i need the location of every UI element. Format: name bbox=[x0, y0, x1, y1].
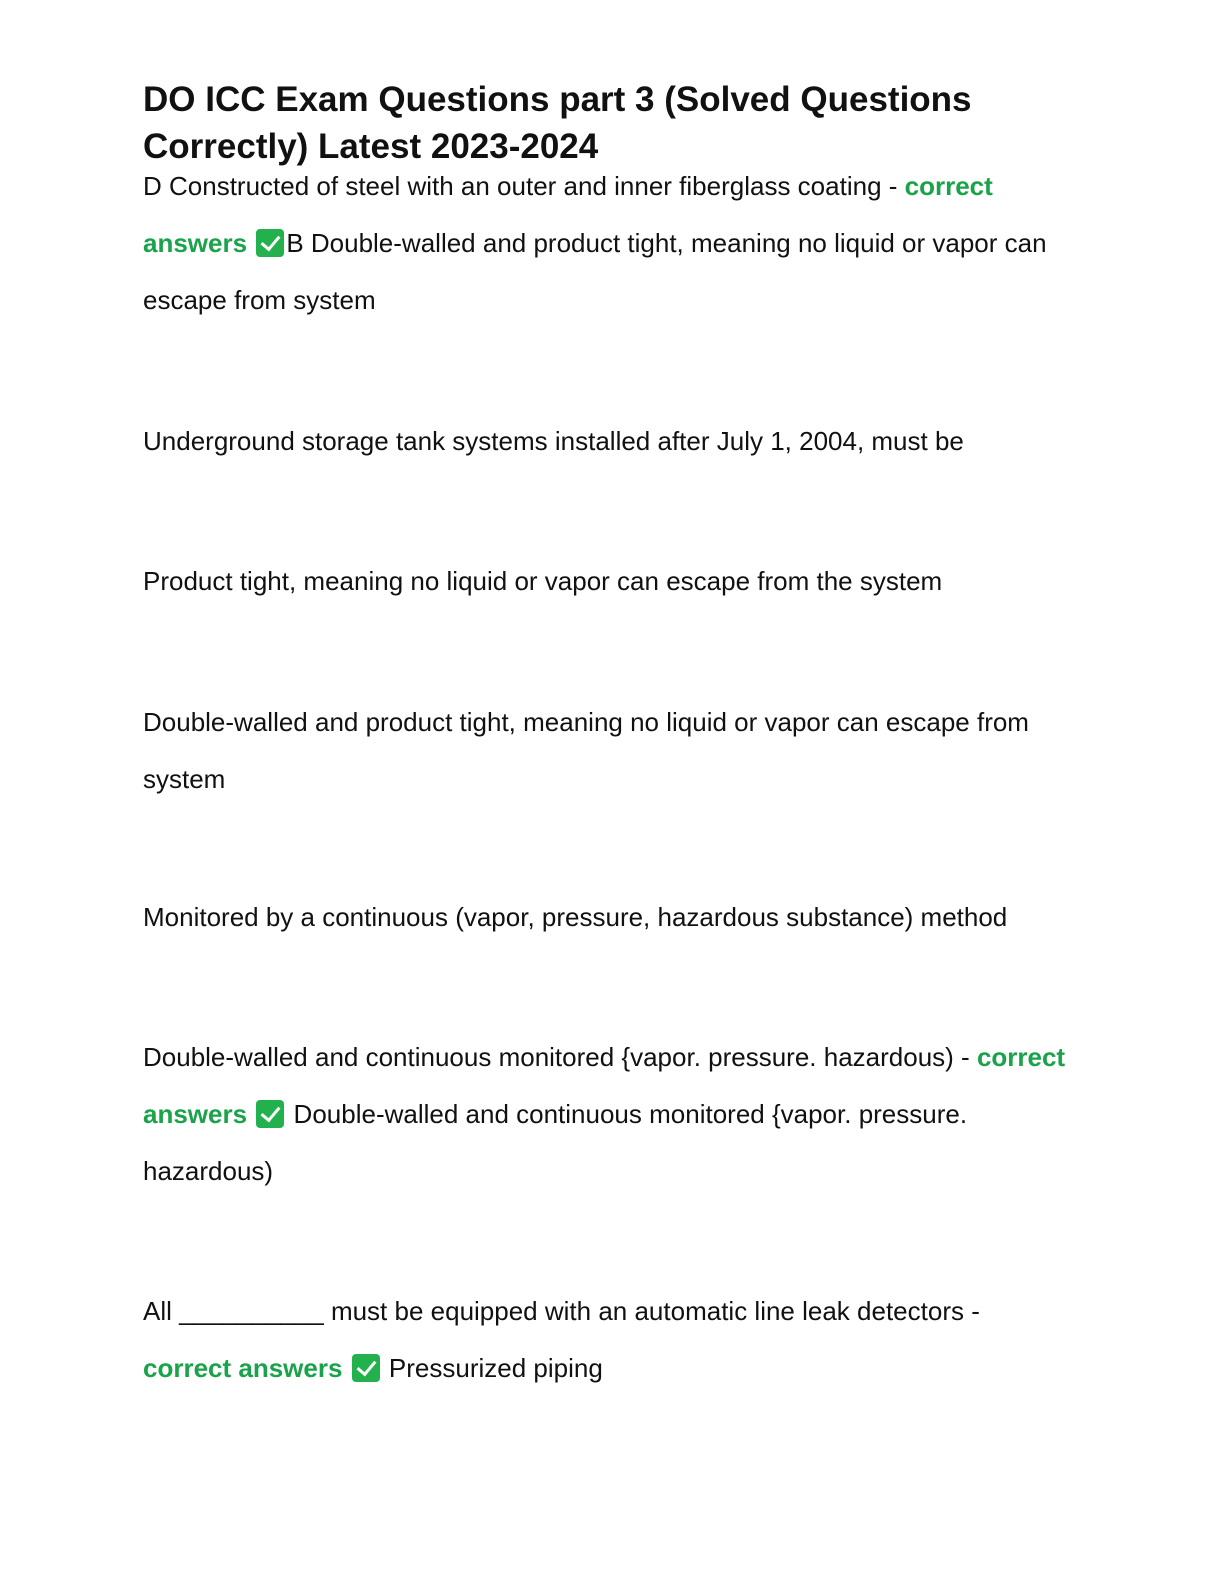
answer-text: Double-walled and continuous monitored {vapor. pressure. hazardous) bbox=[143, 1099, 968, 1186]
text-block-3: Product tight, meaning no liquid or vapor can escape from the system bbox=[143, 566, 943, 596]
correct-answers-label: correct answers bbox=[143, 1042, 1066, 1129]
answer-text: Pressurized piping bbox=[388, 1353, 603, 1383]
qa-block-6 bbox=[143, 1029, 1073, 1200]
question-text: All __________ must be equipped with an automatic line leak detectors - bbox=[143, 1296, 980, 1326]
text-block-4: Double-walled and product tight, meaning no liquid or vapor can escape from system bbox=[143, 707, 1029, 794]
green-checkmark-icon bbox=[256, 1100, 284, 1128]
question-text: D Constructed of steel with an outer and inner fiberglass coating - bbox=[143, 171, 905, 201]
qa-block-7 bbox=[143, 1283, 1073, 1397]
text-block-2: Underground storage tank systems installed after July 1, 2004, must be bbox=[143, 426, 964, 456]
green-checkmark-icon bbox=[256, 229, 284, 257]
text-block-5: Monitored by a continuous (vapor, pressure, hazardous substance) method bbox=[143, 902, 1008, 932]
answer-text: B Double-walled and product tight, meaning no liquid or vapor can escape from system bbox=[143, 228, 1047, 315]
correct-answers-label: correct answers bbox=[143, 171, 993, 258]
green-checkmark-icon bbox=[352, 1354, 380, 1382]
correct-answers-label: correct answers bbox=[143, 1353, 343, 1383]
qa-block-1 bbox=[143, 158, 1073, 329]
question-text: Double-walled and continuous monitored {vapor. pressure. hazardous) - bbox=[143, 1042, 977, 1072]
document-title: DO ICC Exam Questions part 3 (Solved Questions Correctly) Latest 2023-2024 bbox=[143, 80, 972, 166]
